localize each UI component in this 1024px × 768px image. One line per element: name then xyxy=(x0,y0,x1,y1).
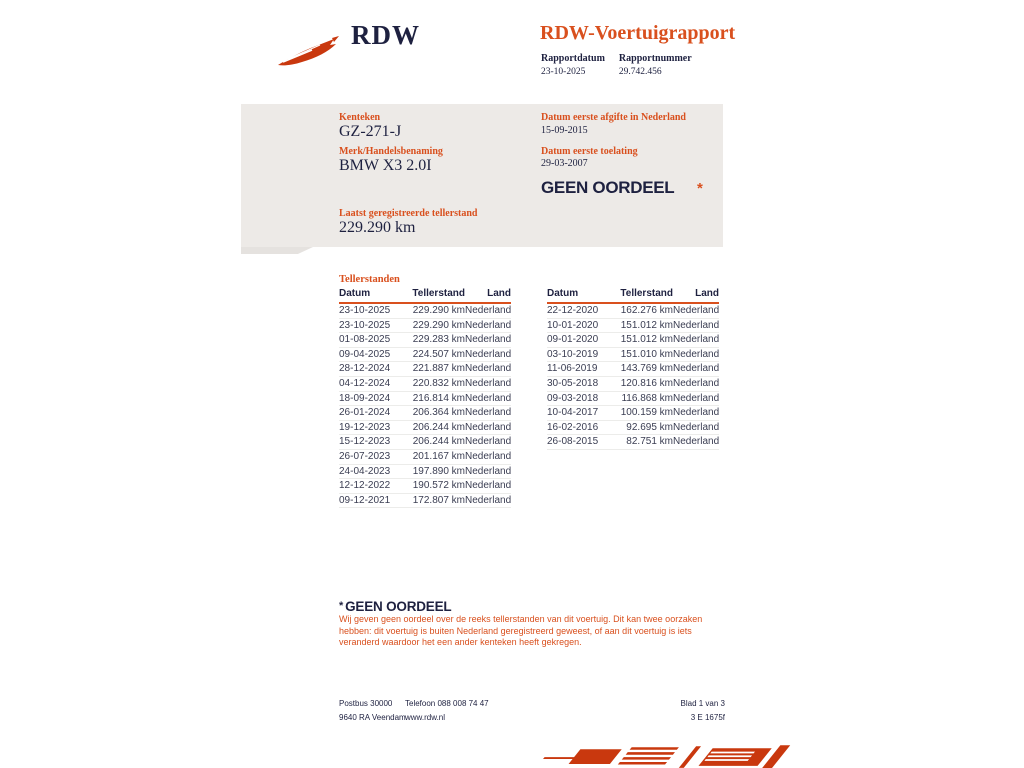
cell-land: Nederland xyxy=(465,480,512,492)
cell-land: Nederland xyxy=(465,465,512,477)
cell-tellerstand: 220.832 km xyxy=(412,377,465,389)
table-row xyxy=(547,377,719,392)
footer-form-code: 3 E 1675f xyxy=(690,713,725,722)
table-body xyxy=(339,304,511,508)
footer-contact xyxy=(405,697,489,725)
footer-pageinfo xyxy=(681,697,725,725)
footnote xyxy=(339,599,734,649)
cell-datum: 26-07-2023 xyxy=(339,450,391,462)
cell-land: Nederland xyxy=(465,392,512,404)
cell-tellerstand: 206.364 km xyxy=(412,407,465,419)
box-corner-tab xyxy=(241,247,313,254)
cell-tellerstand: 143.769 km xyxy=(620,363,673,375)
cell-datum: 26-08-2015 xyxy=(547,436,599,448)
cell-land: Nederland xyxy=(673,363,720,375)
vehicle-summary-box xyxy=(241,104,723,247)
cell-tellerstand: 190.572 km xyxy=(412,480,465,492)
cell-datum: 09-03-2018 xyxy=(547,392,599,404)
table-row xyxy=(339,421,511,436)
col-header-datum: Datum xyxy=(547,288,579,299)
cell-datum: 09-12-2021 xyxy=(339,494,391,506)
cell-datum: 03-10-2019 xyxy=(547,348,599,360)
report-date-value: 23-10-2025 xyxy=(541,67,586,77)
cell-datum: 09-04-2025 xyxy=(339,348,391,360)
cell-land: Nederland xyxy=(465,421,512,433)
cell-land: Nederland xyxy=(465,363,512,375)
page-title: RDW-Voertuigrapport xyxy=(540,22,736,44)
verdict-asterisk-icon: * xyxy=(697,180,703,197)
cell-land: Nederland xyxy=(465,494,512,506)
cell-land: Nederland xyxy=(465,407,512,419)
cell-tellerstand: 206.244 km xyxy=(412,421,465,433)
cell-land: Nederland xyxy=(465,305,512,316)
col-header-land: Land xyxy=(695,288,719,299)
cell-datum: 10-01-2020 xyxy=(547,319,599,331)
table-row xyxy=(339,362,511,377)
cell-land: Nederland xyxy=(673,377,720,389)
cell-land: Nederland xyxy=(465,450,512,462)
table-row xyxy=(339,406,511,421)
cell-tellerstand: 229.283 km xyxy=(412,334,465,346)
rdw-speedlines-graphic-icon xyxy=(543,741,791,768)
report-number-label: Rapportnummer xyxy=(618,53,692,64)
cell-tellerstand: 116.868 km xyxy=(621,392,673,404)
table-row xyxy=(339,304,511,319)
cell-tellerstand: 221.887 km xyxy=(412,363,465,375)
cell-datum: 01-08-2025 xyxy=(339,334,391,346)
cell-land: Nederland xyxy=(673,348,720,360)
cell-datum: 12-12-2022 xyxy=(339,480,391,492)
cell-land: Nederland xyxy=(465,319,512,331)
cell-tellerstand: 172.807 km xyxy=(412,494,465,506)
cell-datum: 26-01-2024 xyxy=(339,407,391,419)
cell-datum: 10-04-2017 xyxy=(547,407,599,419)
table-row xyxy=(339,450,511,465)
cell-datum: 11-06-2019 xyxy=(547,363,598,375)
cell-datum: 15-12-2023 xyxy=(339,436,391,448)
table-header xyxy=(339,288,511,304)
table-row xyxy=(547,406,719,421)
cell-datum: 16-02-2016 xyxy=(547,421,599,433)
cell-datum: 22-12-2020 xyxy=(547,305,599,316)
cell-tellerstand: 82.751 km xyxy=(626,436,673,448)
cell-land: Nederland xyxy=(465,377,512,389)
table-row xyxy=(547,333,719,348)
table-body xyxy=(547,304,719,450)
cell-datum: 18-09-2024 xyxy=(339,392,391,404)
cell-datum: 04-12-2024 xyxy=(339,377,391,389)
cell-datum: 09-01-2020 xyxy=(547,334,599,346)
table-row xyxy=(339,479,511,494)
cell-land: Nederland xyxy=(673,407,720,419)
cell-datum: 23-10-2025 xyxy=(339,305,391,316)
footnote-body: Wij geven geen oordeel over de reeks tellerstanden van dit voertuig. Dit kan twee oorzaken hebben: dit voertuig is buiten Nederland geregistreerd geweest, of aan dit voertuig is iets veranderd waardoor het een ander kenteken heeft gekregen. xyxy=(339,614,703,647)
cell-land: Nederland xyxy=(673,334,720,346)
cell-datum: 23-10-2025 xyxy=(339,319,391,331)
table-row xyxy=(339,435,511,450)
cell-land: Nederland xyxy=(465,334,512,346)
table-row xyxy=(339,465,511,480)
kenteken-value: GZ-271-J xyxy=(339,123,402,140)
footer-address xyxy=(339,697,406,725)
cell-land: Nederland xyxy=(673,319,720,331)
laatste-tellerstand-label: Laatst geregistreerde tellerstand xyxy=(339,208,478,219)
cell-tellerstand: 151.010 km xyxy=(620,348,673,360)
table-row xyxy=(339,333,511,348)
cell-tellerstand: 120.816 km xyxy=(620,377,673,389)
table-row xyxy=(547,348,719,363)
report-date-label: Rapportdatum xyxy=(541,53,605,64)
report-number-value: 29.742.456 xyxy=(618,67,662,77)
cell-tellerstand: 100.159 km xyxy=(620,407,673,419)
verdict-text: GEEN OORDEEL xyxy=(541,178,675,197)
merk-label: Merk/Handelsbenaming xyxy=(339,146,443,157)
footnote-heading-text: GEEN OORDEEL xyxy=(345,599,452,614)
col-header-tellerstand: Tellerstand xyxy=(412,288,465,299)
logo-wordmark: RDW xyxy=(351,20,420,50)
laatste-tellerstand-value: 229.290 km xyxy=(339,219,416,236)
cell-land: Nederland xyxy=(465,436,512,448)
cell-datum: 30-05-2018 xyxy=(547,377,599,389)
eerste-afgifte-label: Datum eerste afgifte in Nederland xyxy=(541,112,686,123)
table-row xyxy=(339,392,511,407)
footer-website: www.rdw.nl xyxy=(405,713,446,722)
cell-tellerstand: 92.695 km xyxy=(626,421,673,433)
footnote-asterisk-icon: * xyxy=(339,600,344,612)
cell-tellerstand: 151.012 km xyxy=(620,334,673,346)
table-row xyxy=(547,421,719,436)
cell-tellerstand: 162.276 km xyxy=(620,305,673,316)
table-row xyxy=(339,348,511,363)
cell-tellerstand: 201.167 km xyxy=(412,450,465,462)
table-row xyxy=(339,494,511,509)
cell-tellerstand: 224.507 km xyxy=(412,348,465,360)
footer-phone: Telefoon 088 008 74 47 xyxy=(405,699,489,708)
col-header-tellerstand: Tellerstand xyxy=(620,288,673,299)
report-number xyxy=(619,53,692,77)
cell-tellerstand: 229.290 km xyxy=(412,305,465,316)
cell-datum: 28-12-2024 xyxy=(339,363,391,375)
table-header xyxy=(547,288,719,304)
table-row xyxy=(547,319,719,334)
report-meta xyxy=(541,53,692,77)
cell-tellerstand: 216.814 km xyxy=(412,392,465,404)
cell-land: Nederland xyxy=(673,436,720,448)
eerste-toelating-value: 29-03-2007 xyxy=(541,158,588,169)
footer-city: 9640 RA Veendam xyxy=(339,713,406,722)
merk-value: BMW X3 2.0I xyxy=(339,157,432,174)
col-header-land: Land xyxy=(487,288,511,299)
footer-page-number: Blad 1 van 3 xyxy=(680,699,725,708)
table-row xyxy=(547,392,719,407)
mileage-table-left xyxy=(339,288,511,508)
cell-tellerstand: 197.890 km xyxy=(412,465,465,477)
tellerstanden-title: Tellerstanden xyxy=(339,274,400,285)
cell-land: Nederland xyxy=(673,305,720,316)
col-header-datum: Datum xyxy=(339,288,371,299)
footnote-heading xyxy=(339,599,734,614)
eerste-toelating-label: Datum eerste toelating xyxy=(541,146,638,157)
cell-land: Nederland xyxy=(465,348,512,360)
cell-land: Nederland xyxy=(673,392,720,404)
cell-tellerstand: 229.290 km xyxy=(412,319,465,331)
report-date xyxy=(541,53,605,77)
footer-postbus: Postbus 30000 xyxy=(339,699,393,708)
kenteken-label: Kenteken xyxy=(339,112,381,123)
cell-land: Nederland xyxy=(673,421,720,433)
cell-datum: 19-12-2023 xyxy=(339,421,391,433)
table-row xyxy=(339,377,511,392)
table-row xyxy=(547,435,719,450)
eerste-afgifte-value: 15-09-2015 xyxy=(541,125,588,136)
table-row xyxy=(339,319,511,334)
cell-tellerstand: 206.244 km xyxy=(412,436,465,448)
mileage-table-right xyxy=(547,288,719,450)
rdw-wing-logo-icon xyxy=(276,32,340,70)
table-row xyxy=(547,362,719,377)
cell-datum: 24-04-2023 xyxy=(339,465,391,477)
table-row xyxy=(547,304,719,319)
cell-tellerstand: 151.012 km xyxy=(620,319,673,331)
